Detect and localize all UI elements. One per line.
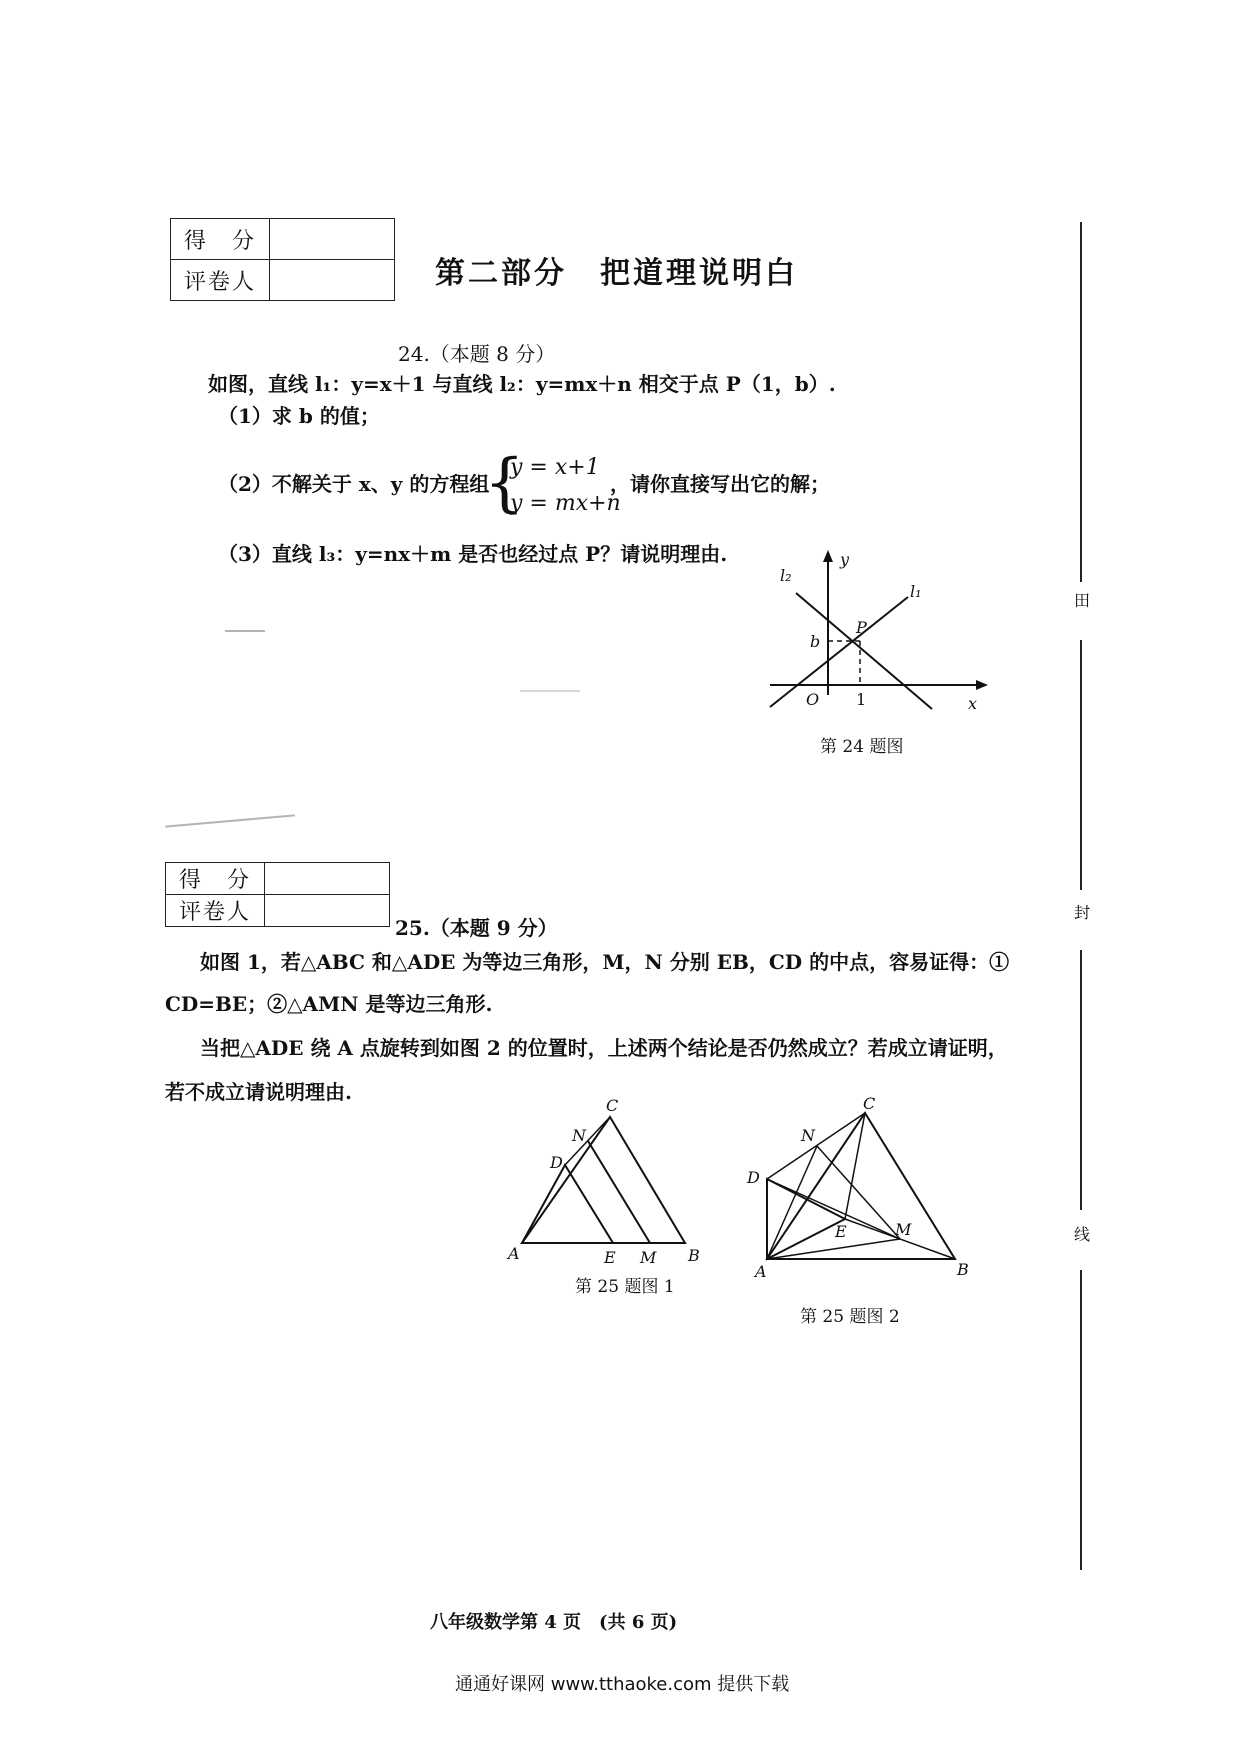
label-b: B <box>957 1260 969 1279</box>
score-label: 得 分 <box>171 219 270 260</box>
figure-25-2-caption: 第 25 题图 2 <box>800 1307 900 1327</box>
binding-rail-middle <box>1080 640 1082 890</box>
segment-cd <box>767 1113 865 1179</box>
label-x: x <box>968 694 978 713</box>
q24-part2-post: ，请你直接写出它的解； <box>610 472 830 496</box>
label-n: N <box>801 1126 815 1145</box>
grader-label: 评卷人 <box>166 895 265 927</box>
label-d: D <box>747 1168 760 1187</box>
q25-text4: 若不成立请说明理由. <box>165 1080 352 1104</box>
binding-rail-top <box>1080 222 1082 582</box>
label-e: E <box>835 1222 847 1241</box>
part-title: 第二部分 把道理说明白 <box>435 256 798 291</box>
label-p: P <box>856 618 867 637</box>
label-l1: l₁ <box>910 582 922 601</box>
grader-value <box>265 895 390 927</box>
label-l2: l₂ <box>780 566 792 585</box>
equation-system <box>484 446 621 522</box>
label-origin: O <box>806 690 820 709</box>
margin-mark-2: 封 <box>1073 903 1090 922</box>
grader-value <box>270 260 395 301</box>
q24-part3: （3）直线 l₃：y=nx＋m 是否也经过点 P？请说明理由. <box>218 542 728 566</box>
score-value <box>265 863 390 895</box>
scan-smudge <box>225 630 265 632</box>
score-value <box>270 219 395 260</box>
label-a: A <box>508 1244 520 1263</box>
system-eq2: y = mx+n <box>510 491 621 516</box>
y-arrow <box>823 550 833 562</box>
q25-header: 25.（本题 9 分） <box>395 916 558 940</box>
label-c: C <box>863 1095 876 1113</box>
triangle-ade <box>767 1179 845 1259</box>
label-one: 1 <box>856 690 867 709</box>
q25-text3: 当把△ADE 绕 A 点旋转到如图 2 的位置时，上述两个结论是否仍然成立？若成立请证明， <box>200 1036 1008 1060</box>
label-m: M <box>640 1248 657 1267</box>
page-footer: 八年级数学第 4 页 (共 6 页) <box>430 1612 678 1633</box>
q24-part2-pre: （2）不解关于 x、y 的方程组 <box>218 472 490 496</box>
binding-rail-lower <box>1080 950 1082 1210</box>
grader-label: 评卷人 <box>171 260 270 301</box>
margin-mark-3: 线 <box>1073 1225 1090 1244</box>
binding-rail-bottom <box>1080 1270 1082 1570</box>
label-b: B <box>688 1246 700 1265</box>
download-credit: 通通好课网 www.tthaoke.com 提供下载 <box>455 1674 790 1695</box>
label-m: M <box>895 1220 912 1239</box>
q24-header: 24.（本题 8 分） <box>398 342 556 366</box>
label-c: C <box>606 1096 619 1115</box>
label-n: N <box>572 1126 586 1145</box>
figure-25-2 <box>745 1095 985 1285</box>
score-label: 得 分 <box>166 863 265 895</box>
label-a: A <box>755 1262 767 1281</box>
system-eq1: y = x+1 <box>510 455 600 480</box>
figure-25-1-caption: 第 25 题图 1 <box>575 1277 675 1297</box>
q24-intro: 如图，直线 l₁：y=x＋1 与直线 l₂：y=mx＋n 相交于点 P（1，b）. <box>208 372 836 396</box>
line-l1 <box>770 597 908 707</box>
brace: { <box>484 446 525 520</box>
scan-smudge <box>165 814 295 827</box>
segment-nm <box>588 1141 650 1243</box>
scan-smudge <box>520 690 580 692</box>
q24-part1: （1）求 b 的值； <box>218 404 380 428</box>
q25-text1: 如图 1，若△ABC 和△ADE 为等边三角形，M，N 分别 EB，CD 的中点，容易证得：① <box>200 950 1010 974</box>
figure-24-caption: 第 24 题图 <box>820 737 904 757</box>
x-arrow <box>976 680 988 690</box>
figure-25-1 <box>500 1095 710 1270</box>
q25-text2: CD=BE；②△AMN 是等边三角形. <box>165 992 493 1016</box>
triangle-abc <box>522 1117 685 1243</box>
segment-nm <box>817 1146 900 1239</box>
score-box-2 <box>165 862 390 927</box>
score-box-1 <box>170 218 395 301</box>
label-e: E <box>604 1248 616 1267</box>
label-d: D <box>550 1153 563 1172</box>
label-b: b <box>810 632 821 651</box>
label-y: y <box>840 550 850 569</box>
margin-mark-1: 田 <box>1073 591 1090 610</box>
